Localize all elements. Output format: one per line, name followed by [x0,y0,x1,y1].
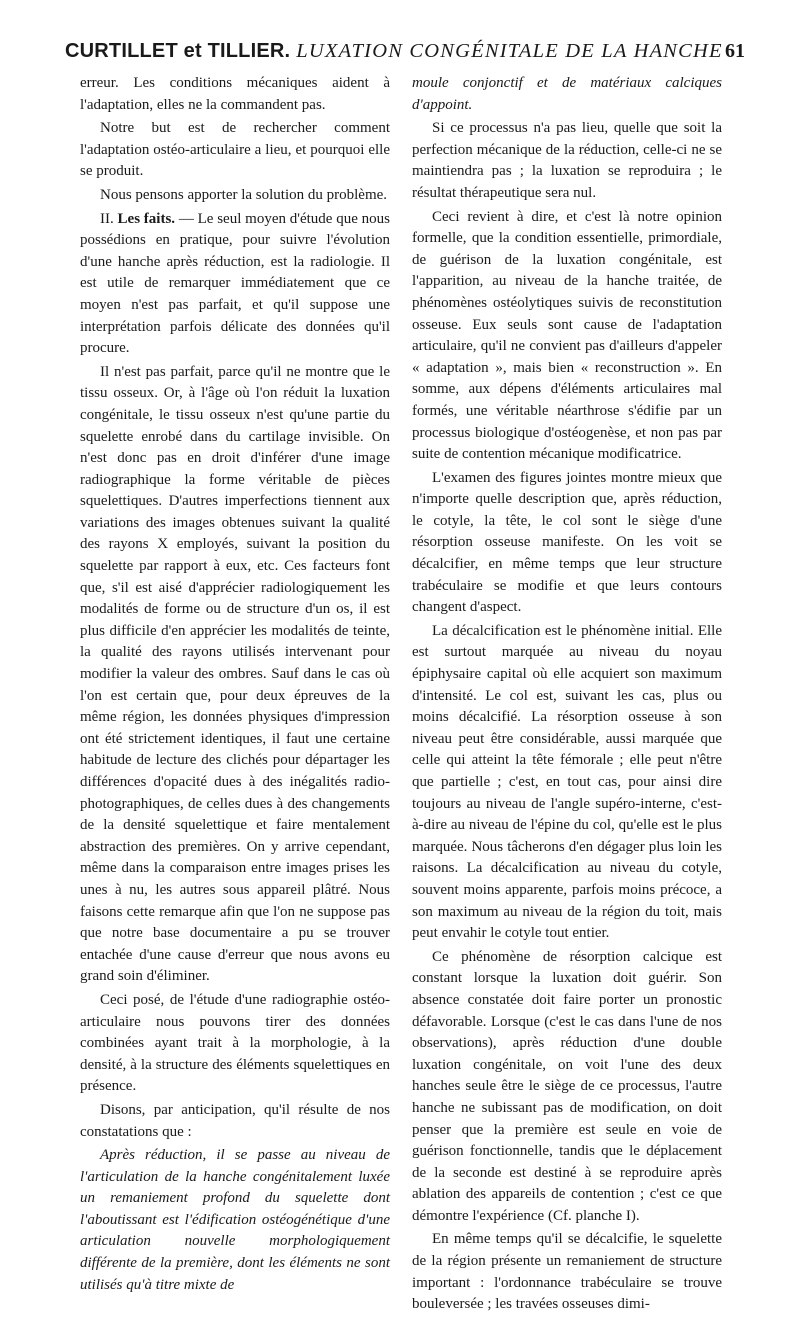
paragraph: Disons, par anticipation, qu'il résulte de nos constatations que : [80,1101,390,1140]
italic-statement: Après réduction, il se passe au niveau de l'articulation de la hanche congénitalement luxée un remaniement profond du squelette dont l'aboutissant est l'édification ostéogénétique d'une articulation nouvelle morphologiquement différente de la première, dont les éléments ne sont utilisés qu'à titre mixte de [80,1147,390,1293]
section-number: II. [100,210,114,227]
paragraph: Si ce processus n'a pas lieu, quelle que soit la perfection mécanique de la réduction, celle-ci ne se maintiendra pas ; la luxation se reproduira ; le résultat thérapeutique sera nul. [412,120,722,201]
section-paragraph [80,209,390,360]
italic-statement-continued: moule conjonctif et de matériaux calciques d'appoint. [412,75,722,113]
section-text: — Le seul moyen d'étude que nous possédions en pratique, pour suivre l'évolution d'une hanche après réduction, est la radiologie. Il est utile de remarquer immédiatement que ce moyen n'est pas parfait, et qu'il suppose une interprétation parfois délicate des données qu'il procure. [80,210,390,357]
section-heading: Les faits. [117,210,176,227]
paragraph: L'examen des figures jointes montre mieux que n'importe quelle description que, après réduction, le cotyle, la tête, le col sont le siège d'une résorption osseuse manifeste. On les voit se décalcifier, en même temps que leur structure trabéculaire se modifie et que leurs contours changent d'aspect. [412,469,722,616]
header-authors: CURTILLET et TILLIER. [65,40,291,62]
header-title: LUXATION CONGÉNITALE DE LA HANCHE [296,40,723,62]
left-column [80,73,390,1298]
paragraph: La décalcification est le phénomène initial. Elle est surtout marquée au niveau du noyau épiphysaire capital où elle acquiert son maximum d'intensité. Le col est, suivant les cas, plus ou moins décalcifié. La résorption osseuse à son niveau peut être considérable, aussi marquée que celle qui atteint la tête fémorale ; elle peut n'être que partielle ; c'est, en tout cas, pour ainsi dire toujours au niveau de l'angle supéro-interne, c'est-à-dire au niveau de l'épine du col, qu'elle est le plus marquée. Nous tâcherons d'en dégager plus loin les raisons. La décalcification au niveau du cotyle, souvent moins apparente, parfois moins précoce, a son maximum au niveau de la région du toit, mais peut envahir le cotyle tout entier. [412,622,722,942]
paragraph: Ceci revient à dire, et c'est là notre opinion formelle, que la condition essentielle, primordiale, de guérison de la luxation congénitale, est l'apparition, au niveau de la hanche traitée, de phénomènes ostéolytiques suivis de reconstitution osseuse. Eux seuls sont cause de l'adaptation articulaire, qu'il ne convient pas d'ailleurs d'appeler « adaptation », mais bien « reconstruction ». En somme, aux dépens d'éléments articulaires mal formés, une véritable néarthrose s'édifie par un processus biologique d'ostéogenèse, et non pas par suite de contention mécanique modificatrice. [412,208,722,463]
running-header [65,40,745,63]
paragraph: En même temps qu'il se décalcifie, le squelette de la région présente un remaniement de structure important : l'ordonnance trabéculaire se trouve bouleversée ; les travées osseuses dimi- [412,1231,722,1313]
paragraph: erreur. Les conditions mécaniques aident à l'adaptation, elles ne la commandent pas. [80,75,390,113]
paragraph: Ce phénomène de résorption calcique est constant lorsque la luxation doit guérir. Son absence constatée doit faire porter un pronostic défavorable. Lorsque (c'est le cas dans l'une de nos observations), après réduction d'une double luxation congénitale, on voit l'une des deux hanches seule être le siège de ce processus, l'autre hanche ne subissant pas de modification, on doit penser que la première est seule en voie de guérison fonctionnelle, tandis que le déplacement de la seconde est destiné à se reproduire après ablation des appareils de contention ; c'est ce que démontre l'expérience (Cf. planche I). [412,948,722,1224]
paragraph: Il n'est pas parfait, parce qu'il ne montre que le tissu osseux. Or, à l'âge où l'on réduit la luxation congénitale, le tissu osseux n'est qu'une partie du squelette enrobé dans du cartilage invisible. On n'est donc pas en droit d'inférer d'une image radiographique la forme véritable de pièces squelettiques. D'autres imperfections tiennent aux variations des images obtenues suivant la qualité des rayons X employés, suivant la position du squelette par rapport à eux, etc. Ces facteurs font que, s'il est aisé d'apprécier radiologiquement les modalités de forme ou de structure d'un os, il est plus difficile d'en apprécier les modalités de teinte, la qualité des rayons utilisés intervenant pour modifier la valeur des ombres. Sauf dans le cas où l'on est certain que, pour deux épreuves de la même région, les données physiques d'impression ont été strictement identiques, il faut une certaine habitude de lecture des clichés pour départager les différences d'opacité dues à des inégalités radio-photographiques, de celles dues à des changements de la densité squelettique et faire mentalement abstraction des premières. On y arrive cependant, même dans la comparaison entre images prises les unes à nu, les autres sous appareil plâtré. Nous faisons cette remarque afin que l'on ne suppose pas que notre base documentaire a pu se trouver entachée d'une cause d'erreur que nous avons eu grand soin d'éliminer. [80,363,390,985]
page-number: 61 [725,40,745,62]
paragraph: Notre but est de rechercher comment l'adaptation ostéo-articulaire a lieu, et pourquoi elle se produit. [80,120,390,180]
paragraph: Ceci posé, de l'étude d'une radiographie ostéo-articulaire nous pouvons tirer des données combinées ayant trait à la morphologie, à la densité, à la structure des éléments squelettiques en présence. [80,991,390,1095]
right-column [412,73,722,1318]
paragraph: Nous pensons apporter la solution du problème. [100,186,388,203]
